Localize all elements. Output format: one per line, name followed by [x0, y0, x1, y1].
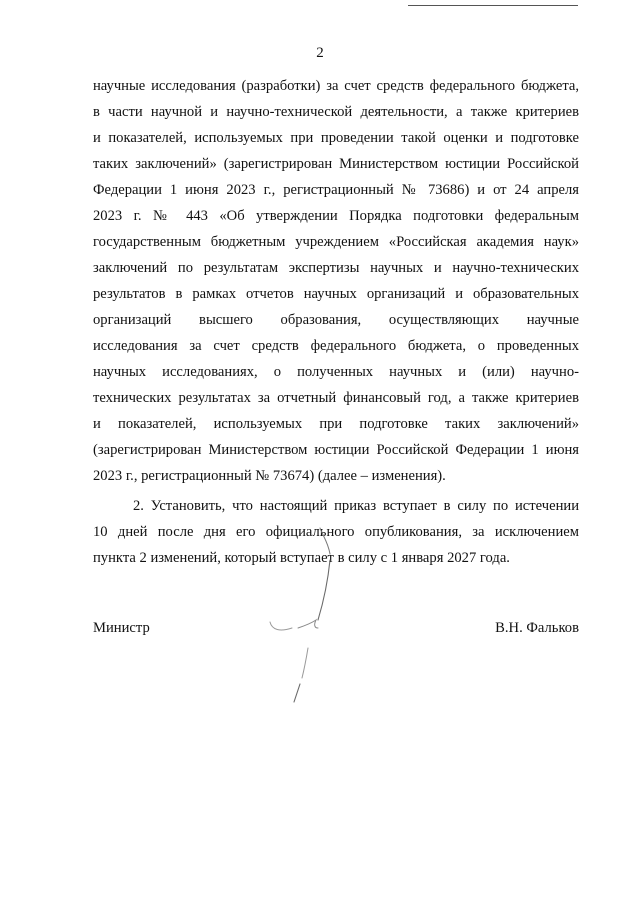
body-line: организаций высшего образования, осуществляющих научные: [93, 312, 579, 328]
scan-top-edge-mark: [408, 5, 578, 6]
body-line: научных исследованиях, о полученных научных и (или) научно-: [93, 364, 579, 380]
body-line: научные исследования (разработки) за счет средств федерального бюджета,: [93, 78, 579, 94]
body-line: и показателей, используемых при проведении такой оценки и подготовке: [93, 130, 579, 146]
body-line: в части научной и научно-технической деятельности, а также критериев: [93, 104, 579, 120]
signatory-name: В.Н. Фальков: [495, 620, 579, 636]
body-line: заключений по результатам экспертизы научных и научно-технических: [93, 260, 579, 276]
body-line: Федерации 1 июня 2023 г., регистрационный № 73686) и от 24 апреля: [93, 182, 579, 198]
signatory-position: Министр: [93, 620, 150, 636]
body-line: государственным бюджетным учреждением «Российская академия наук»: [93, 234, 579, 250]
body-line: таких заключений» (зарегистрирован Министерством юстиции Российской: [93, 156, 579, 172]
body-line: технических результатах за отчетный финансовый год, а также критериев: [93, 390, 579, 406]
body-line: (зарегистрирован Министерством юстиции Российской Федерации 1 июня: [93, 442, 579, 458]
document-body: [93, 76, 579, 574]
body-line: результатов в рамках отчетов научных организаций и образовательных: [93, 286, 579, 302]
body-line: исследования за счет средств федерального бюджета, о проведенных: [93, 338, 579, 354]
body-line: и показателей, используемых при подготовке таких заключений»: [93, 416, 579, 432]
body-line: 2023 г. № 443 «Об утверждении Порядка подготовки федеральным: [93, 208, 579, 224]
body-line: 2023 г., регистрационный № 73674) (далее – изменения).: [93, 468, 446, 484]
page-number: 2: [316, 45, 324, 61]
clause-2-line: пункта 2 изменений, который вступает в силу с 1 января 2027 года.: [93, 550, 510, 566]
clause-2-line: 2. Установить, что настоящий приказ вступает в силу по истечении: [133, 498, 579, 514]
handwritten-signature: [262, 520, 342, 710]
clause-2-line: 10 дней после дня его официального опубликования, за исключением: [93, 524, 579, 540]
signature-block: [93, 618, 579, 642]
